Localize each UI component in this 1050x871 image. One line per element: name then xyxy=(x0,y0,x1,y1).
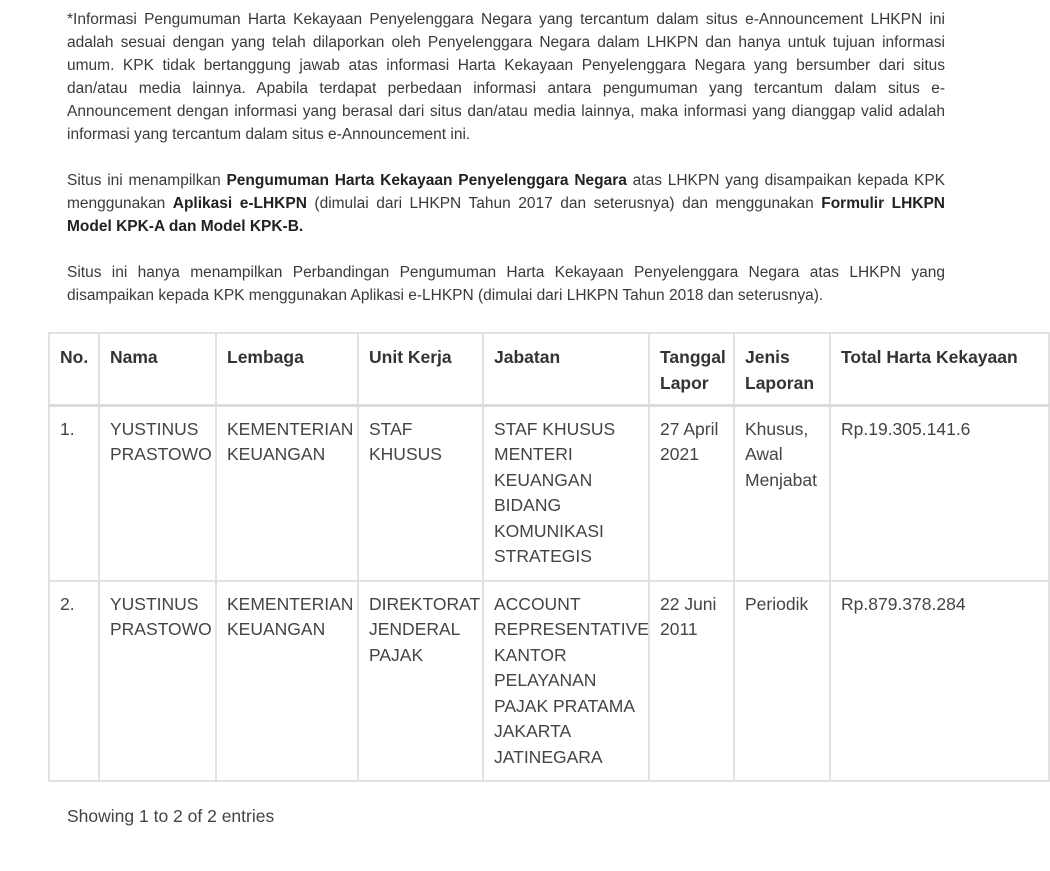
cell-tanggal-lapor: 22 Juni 2011 xyxy=(649,581,734,782)
scope-text: (dimulai dari LHKPN Tahun 2017 dan seterusnya) dan menggunakan xyxy=(306,195,822,212)
scope-bold-text: Aplikasi e-LHKPN xyxy=(172,195,307,212)
scope-text: Situs ini menampilkan xyxy=(67,172,227,189)
table-row xyxy=(49,581,1049,782)
cell-jenis-laporan: Khusus, Awal Menjabat xyxy=(734,405,830,581)
scope-bold-text: Pengumuman Harta Kekayaan Penyelenggara Negara xyxy=(226,172,627,189)
column-header-nama[interactable]: Nama xyxy=(99,333,216,405)
cell-unit-kerja: STAF KHUSUS xyxy=(358,405,483,581)
cell-lembaga: KEMENTERIAN KEUANGAN xyxy=(216,581,358,782)
cell-jabatan: ACCOUNT REPRESENTATIVE KANTOR PELAYANAN PAJAK PRATAMA JAKARTA JATINEGARA xyxy=(483,581,649,782)
cell-no: 2. xyxy=(49,581,99,782)
comparison-paragraph: Situs ini hanya menampilkan Perbandingan Pengumuman Harta Kekayaan Penyelenggara Negara atas LHKPN yang disampaikan kepada KPK menggunakan Aplikasi e-LHKPN (dimulai dari LHKPN Tahun 2018 dan seterusnya). xyxy=(67,264,945,304)
disclaimer-paragraph: *Informasi Pengumuman Harta Kekayaan Penyelenggara Negara yang tercantum dalam situs e-Announcement LHKPN ini adalah sesuai dengan yang telah dilaporkan oleh Penyelenggara Negara dalam LHKPN dan hanya untuk tujuan informasi umum. KPK tidak bertanggung jawab atas informasi Harta Kekayaan Penyelenggara Negara yang bersumber dari situs dan/atau media lainnya. Apabila terdapat perbedaan informasi antara pengumuman yang tercantum dalam situs e-Announcement dengan informasi yang berasal dari situs dan/atau media lainnya, maka informasi yang dianggap valid adalah informasi yang tercantum dalam situs e-Announcement ini. xyxy=(67,11,945,143)
cell-no: 1. xyxy=(49,405,99,581)
column-header-lembaga[interactable]: Lembaga xyxy=(216,333,358,405)
column-header-unit-kerja[interactable]: Unit Kerja xyxy=(358,333,483,405)
cell-tanggal-lapor: 27 April 2021 xyxy=(649,405,734,581)
scope-text: atas LHKPN yang disampaikan kepada KPK menggunakan xyxy=(67,172,946,212)
cell-nama: YUSTINUS PRASTOWO xyxy=(99,405,216,581)
cell-lembaga: KEMENTERIAN KEUANGAN xyxy=(216,405,358,581)
column-header-total-harta[interactable]: Total Harta Kekayaan xyxy=(830,333,1049,405)
cell-jabatan: STAF KHUSUS MENTERI KEUANGAN BIDANG KOMUNIKASI STRATEGIS xyxy=(483,405,649,581)
table-row xyxy=(49,405,1049,581)
column-header-jabatan[interactable]: Jabatan xyxy=(483,333,649,405)
cell-total-harta: Rp.19.305.141.6 xyxy=(830,405,1049,581)
column-header-no[interactable]: No. xyxy=(49,333,99,405)
disclaimer-notes xyxy=(67,8,945,330)
scope-paragraph xyxy=(67,169,945,238)
column-header-jenis-laporan[interactable]: Jenis Laporan xyxy=(734,333,830,405)
column-header-tanggal-lapor[interactable]: Tanggal Lapor xyxy=(649,333,734,405)
results-table xyxy=(48,332,1050,782)
table-info: Showing 1 to 2 of 2 entries xyxy=(67,806,275,826)
cell-nama: YUSTINUS PRASTOWO xyxy=(99,581,216,782)
cell-unit-kerja: DIREKTORAT JENDERAL PAJAK xyxy=(358,581,483,782)
results-table-container[interactable] xyxy=(48,332,1018,782)
table-header-row xyxy=(49,333,1049,405)
cell-jenis-laporan: Periodik xyxy=(734,581,830,782)
scope-bold-text: Formulir LHKPN Model KPK-A dan Model KPK-B. xyxy=(67,195,945,235)
cell-total-harta: Rp.879.378.284 xyxy=(830,581,1049,782)
